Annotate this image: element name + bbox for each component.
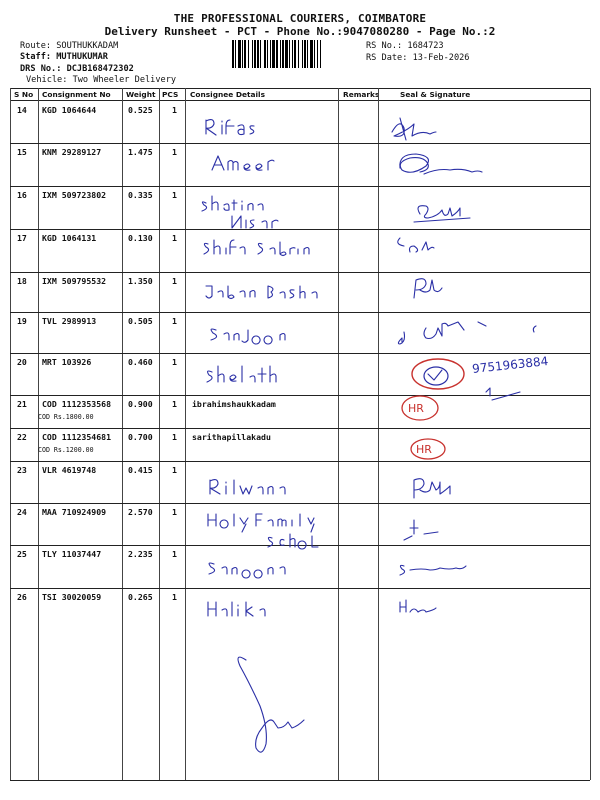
row-consignment-no: TSI 30020059 [42,592,102,602]
row-pcs: 1 [172,432,177,442]
row-weight: 0.265 [128,592,153,602]
row-sno: 15 [17,147,27,157]
row-pcs: 1 [172,147,177,157]
col-header-seal: Seal & Signature [400,90,471,99]
row-consignment-no: KGD 1064131 [42,233,97,243]
row-weight: 0.900 [128,399,153,409]
row-sno: 23 [17,465,27,475]
vehicle-label: Vehicle: Two Wheeler Delivery [26,75,177,85]
row-pcs: 1 [172,357,177,367]
route-label: Route: SOUTHUKKADAM [20,41,119,51]
row-pcs: 1 [172,549,177,559]
row-consignment-no: TVL 2989913 [42,316,97,326]
row-pcs: 1 [172,399,177,409]
col-header-weight: Weight [126,90,156,99]
row-pcs: 1 [172,465,177,475]
row-sno: 19 [17,316,27,326]
row-pcs: 1 [172,105,177,115]
row-weight: 2.570 [128,507,153,517]
row-consignment-no: VLR 4619748 [42,465,97,475]
row-consignment-no: COD 1112354681 [42,432,112,442]
row-weight: 0.505 [128,316,153,326]
row-weight: 0.415 [128,465,153,475]
row-consignment-no: MRT 103926 [42,357,92,367]
row-consignee-details: ibrahimshaukkadam [192,399,276,409]
row-sno: 16 [17,190,27,200]
row-consignment-no: MAA 710924909 [42,507,107,517]
row-pcs: 1 [172,316,177,326]
row-sno: 25 [17,549,27,559]
row-pcs: 1 [172,233,177,243]
row-consignment-no: IXM 509795532 [42,276,107,286]
hr-mark-row-22: HR [416,443,432,456]
row-sno: 17 [17,233,27,243]
col-header-remarks: Remarks [343,90,380,99]
row-weight: 2.235 [128,549,153,559]
runsheet-subtitle: Delivery Runsheet - PCT - Phone No.:9047080280 - Page No.:2 [104,25,496,38]
row-weight: 0.130 [128,233,153,243]
col-header-sno: S No [14,90,34,99]
row-pcs: 1 [172,276,177,286]
row-weight: 1.475 [128,147,153,157]
row-cod-amount: COD Rs.1200.00 [38,446,94,454]
row-sno: 14 [17,105,27,115]
hr-mark-row-21: HR [408,402,424,415]
row-weight: 0.700 [128,432,153,442]
row-consignment-no: TLY 11037447 [42,549,102,559]
row-weight: 0.335 [128,190,153,200]
row-pcs: 1 [172,507,177,517]
row-consignment-no: COD 1112353568 [42,399,112,409]
rs-number: RS No.: 1684723 [366,41,444,51]
row-consignee-details: sarithapillakadu [192,432,271,442]
row-cod-amount: COD Rs.1800.00 [38,413,94,421]
row-weight: 1.350 [128,276,153,286]
row-sno: 20 [17,357,27,367]
col-header-consignee: Consignee Details [190,90,265,99]
row-sno: 21 [17,399,27,409]
row-sno: 24 [17,507,27,517]
row-weight: 0.525 [128,105,153,115]
handwritten-phone-row-20: 9751963884 [471,354,549,376]
row-consignment-no: KNM 29289127 [42,147,102,157]
row-pcs: 1 [172,592,177,602]
row-weight: 0.460 [128,357,153,367]
row-sno: 18 [17,276,27,286]
row-consignment-no: KGD 1064644 [42,105,97,115]
row-sno: 22 [17,432,27,442]
row-sno: 26 [17,592,27,602]
company-title: THE PROFESSIONAL COURIERS, COIMBATORE [173,12,427,25]
row-pcs: 1 [172,190,177,200]
col-header-consignment: Consignment No [42,90,111,99]
rs-date: RS Date: 13-Feb-2026 [366,53,470,63]
drs-number: DRS No.: DCJB168472302 [20,64,134,74]
row-consignment-no: IXM 509723802 [42,190,107,200]
staff-label: Staff: MUTHUKUMAR [20,52,108,62]
col-header-pcs: PCS [162,90,179,99]
